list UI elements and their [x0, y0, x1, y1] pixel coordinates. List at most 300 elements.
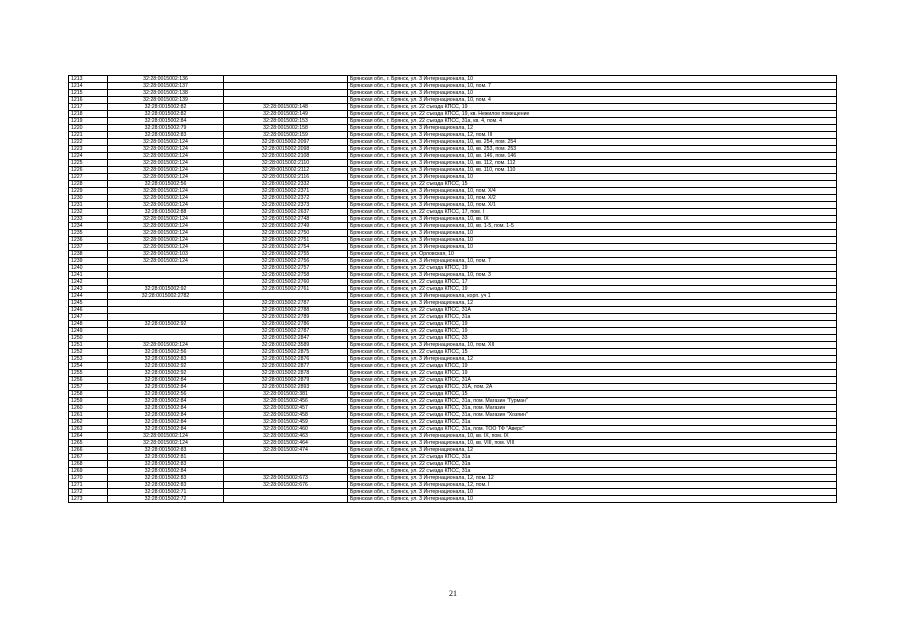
table-row [69, 202, 837, 209]
cadastral-number-cell: 32:28:0015002:83 [108, 461, 224, 468]
linked-cadastral-number-cell: 32:28:0015002:2879 [224, 377, 348, 384]
linked-cadastral-number-cell: 32:28:0015002:2371 [224, 188, 348, 195]
table-row [69, 258, 837, 265]
table-row [69, 475, 837, 482]
cadastral-number-cell: 32:28:0015002:84 [108, 398, 224, 405]
table-row [69, 405, 837, 412]
linked-cadastral-number-cell: 32:28:0015002:2748 [224, 216, 348, 223]
row-number-cell: 1224 [69, 153, 108, 160]
linked-cadastral-number-cell: 32:28:0015002:2751 [224, 237, 348, 244]
cadastral-number-cell: 32:28:0015002:124 [108, 440, 224, 447]
table-row [69, 167, 837, 174]
address-cell: Брянская обл., г. Брянск, ул. 3 Интернационала, 10, пом. 4 [348, 97, 837, 104]
address-cell: Брянская обл., г. Брянск, ул. 22 съезда КПСС, 15 [348, 181, 837, 188]
row-number-cell: 1236 [69, 237, 108, 244]
cadastral-number-cell: 32:28:0015002:124 [108, 433, 224, 440]
address-cell: Брянская обл., г. Брянск, ул. 3 Интернационала, 10 [348, 244, 837, 251]
table-row [69, 125, 837, 132]
address-cell: Брянская обл., г. Брянск, ул. 22 съезда КПСС, 31а, пом. Магазин "Гурман" [348, 398, 837, 405]
address-cell: Брянская обл., г. Брянск, ул. 3 Интернационала, 10, кв. 253, пом. 253 [348, 146, 837, 153]
linked-cadastral-number-cell: 32:28:0015002:2372 [224, 195, 348, 202]
linked-cadastral-number-cell: 32:28:0015002:158 [224, 125, 348, 132]
page-number: 21 [449, 589, 457, 598]
table-row [69, 426, 837, 433]
row-number-cell: 1254 [69, 363, 108, 370]
table-row [69, 251, 837, 258]
linked-cadastral-number-cell: 32:28:0015002:2847 [224, 335, 348, 342]
linked-cadastral-number-cell: 32:28:0015002:2786 [224, 321, 348, 328]
cadastral-number-cell: 32:28:0015002:83 [108, 356, 224, 363]
cadastral-number-cell: 32:28:0015002:56 [108, 391, 224, 398]
row-number-cell: 1218 [69, 111, 108, 118]
linked-cadastral-number-cell: 32:28:0015002:153 [224, 118, 348, 125]
table-row [69, 328, 837, 335]
row-number-cell: 1221 [69, 132, 108, 139]
row-number-cell: 1232 [69, 209, 108, 216]
table-row [69, 447, 837, 454]
linked-cadastral-number-cell: 32:28:0015002:474 [224, 447, 348, 454]
address-cell: Брянская обл., г. Брянск, ул. 3 Интернационала, 10, пом. XII [348, 342, 837, 349]
table-row [69, 363, 837, 370]
row-number-cell: 1272 [69, 489, 108, 496]
table-body [69, 76, 837, 503]
linked-cadastral-number-cell: 32:28:0015002:458 [224, 412, 348, 419]
table-row [69, 153, 837, 160]
linked-cadastral-number-cell: 32:28:0015002:2637 [224, 209, 348, 216]
cadastral-number-cell [108, 265, 224, 272]
address-cell: Брянская обл., г. Брянск, ул. 22 съезда КПСС, 31а [348, 419, 837, 426]
linked-cadastral-number-cell [224, 454, 348, 461]
row-number-cell: 1233 [69, 216, 108, 223]
cadastral-number-cell: 32:28:0015002:82 [108, 111, 224, 118]
cadastral-number-cell: 32:28:0015002:88 [108, 209, 224, 216]
linked-cadastral-number-cell [224, 461, 348, 468]
address-cell: Брянская обл., г. Брянск, ул. 3 Интернационала, 10, кв. VIII, пом. VIII [348, 440, 837, 447]
linked-cadastral-number-cell: 32:28:0015002:464 [224, 440, 348, 447]
cadastral-number-cell: 32:28:0015002:124 [108, 188, 224, 195]
row-number-cell: 1222 [69, 139, 108, 146]
address-cell: Брянская обл., г. Брянск, ул. 3 Интернационала, 10, пом. 7 [348, 258, 837, 265]
table-row [69, 209, 837, 216]
table-row [69, 118, 837, 125]
linked-cadastral-number-cell: 32:28:0015002:456 [224, 398, 348, 405]
cadastral-number-cell: 32:28:0015002:84 [108, 468, 224, 475]
linked-cadastral-number-cell: 32:28:0015002:2877 [224, 363, 348, 370]
cadastral-number-cell: 32:28:0015002:71 [108, 489, 224, 496]
linked-cadastral-number-cell [224, 293, 348, 300]
linked-cadastral-number-cell [224, 90, 348, 97]
address-cell: Брянская обл., г. Брянск, ул. 3 Интернационала, 12, пом. 12 [348, 475, 837, 482]
table-row [69, 132, 837, 139]
linked-cadastral-number-cell: 32:28:0015002:148 [224, 104, 348, 111]
row-number-cell: 1270 [69, 475, 108, 482]
cadastral-number-cell [108, 272, 224, 279]
row-number-cell: 1225 [69, 160, 108, 167]
cadastral-number-cell: 32:28:0015002:124 [108, 146, 224, 153]
address-cell: Брянская обл., г. Брянск, ул. 3 Интернационала, 10, кв. IX, пом. IX [348, 433, 837, 440]
address-cell: Брянская обл., г. Брянск, ул. 22 съезда КПСС, 31а, пом. ТОО ТФ "Аверс" [348, 426, 837, 433]
cadastral-number-cell: 32:28:0015002:124 [108, 230, 224, 237]
cadastral-number-cell: 32:28:0015002:124 [108, 216, 224, 223]
cadastral-number-cell: 32:28:0015002:84 [108, 377, 224, 384]
linked-cadastral-number-cell: 32:28:0015002:2755 [224, 251, 348, 258]
row-number-cell: 1256 [69, 377, 108, 384]
row-number-cell: 1261 [69, 412, 108, 419]
cadastral-number-cell: 32:28:0015002:124 [108, 195, 224, 202]
cadastral-number-cell: 32:28:0015002:81 [108, 454, 224, 461]
address-cell: Брянская обл., г. Брянск, ул. 22 съезда КПСС, 17 [348, 279, 837, 286]
linked-cadastral-number-cell: 32:28:0015002:159 [224, 132, 348, 139]
table-row [69, 335, 837, 342]
linked-cadastral-number-cell: 32:28:0015002:459 [224, 419, 348, 426]
address-cell: Брянская обл., г. Брянск, ул. 22 съезда КПСС, 31а [348, 314, 837, 321]
table-row [69, 195, 837, 202]
cadastral-number-cell: 32:28:0015002:124 [108, 174, 224, 181]
table-row [69, 111, 837, 118]
cadastral-number-cell: 32:28:0015002:124 [108, 153, 224, 160]
linked-cadastral-number-cell: 32:28:0015002:2754 [224, 244, 348, 251]
table-row [69, 139, 837, 146]
address-cell: Брянская обл., г. Брянск, ул. 3 Интернационала, 12 [348, 125, 837, 132]
cadastral-number-cell: 32:28:0015002:83 [108, 132, 224, 139]
address-cell: Брянская обл., г. Брянск, ул. 3 Интернационала, 12 [348, 356, 837, 363]
linked-cadastral-number-cell: 32:28:0015002:2373 [224, 202, 348, 209]
table-row [69, 307, 837, 314]
table-row [69, 377, 837, 384]
row-number-cell: 1253 [69, 356, 108, 363]
linked-cadastral-number-cell: 32:28:0015002:2789 [224, 314, 348, 321]
cadastral-number-cell: 32:28:0015002:139 [108, 97, 224, 104]
row-number-cell: 1257 [69, 384, 108, 391]
row-number-cell: 1251 [69, 342, 108, 349]
table-row [69, 188, 837, 195]
linked-cadastral-number-cell: 32:28:0015002:2787 [224, 300, 348, 307]
cadastral-number-cell [108, 328, 224, 335]
table-row [69, 223, 837, 230]
row-number-cell: 1247 [69, 314, 108, 321]
table-row [69, 104, 837, 111]
table-row [69, 83, 837, 90]
table-row [69, 272, 837, 279]
cadastral-number-cell: 32:28:0015002:84 [108, 419, 224, 426]
address-cell: Брянская обл., г. Брянск, ул. 3 Интернационала, 10, пом. 7 [348, 83, 837, 90]
row-number-cell: 1238 [69, 251, 108, 258]
row-number-cell: 1252 [69, 349, 108, 356]
linked-cadastral-number-cell: 32:28:0015002:676 [224, 482, 348, 489]
address-cell: Брянская обл., г. Брянск, ул. 3 Интернационала, 10, кв. IX [348, 216, 837, 223]
row-number-cell: 1267 [69, 454, 108, 461]
cadastral-number-cell: 32:28:0015002:124 [108, 139, 224, 146]
address-cell: Брянская обл., г. Брянск, ул. 3 Интернационала, 12, пом. III [348, 132, 837, 139]
linked-cadastral-number-cell [224, 76, 348, 83]
linked-cadastral-number-cell: 32:28:0015002:2112 [224, 167, 348, 174]
row-number-cell: 1227 [69, 174, 108, 181]
linked-cadastral-number-cell: 32:28:0015002:2878 [224, 370, 348, 377]
row-number-cell: 1223 [69, 146, 108, 153]
address-cell: Брянская обл., г. Брянск, ул. 3 Интернационала, 10, пом. 3 [348, 272, 837, 279]
address-cell: Брянская обл., г. Брянск, ул. 3 Интернационала, корп. уч 1 [348, 293, 837, 300]
table-row [69, 230, 837, 237]
address-cell: Брянская обл., г. Брянск, ул. 3 Интернационала, 10, кв. 110, пом. 110 [348, 167, 837, 174]
linked-cadastral-number-cell: 32:28:0015002:460 [224, 426, 348, 433]
row-number-cell: 1255 [69, 370, 108, 377]
address-cell: Брянская обл., г. Брянск, ул. 3 Интернационала, 10, пом. Х/4 [348, 188, 837, 195]
table-row [69, 482, 837, 489]
row-number-cell: 1242 [69, 279, 108, 286]
cadastral-number-cell: 32:28:0015002:92 [108, 286, 224, 293]
table-row [69, 398, 837, 405]
linked-cadastral-number-cell [224, 489, 348, 496]
row-number-cell: 1231 [69, 202, 108, 209]
row-number-cell: 1241 [69, 272, 108, 279]
cadastral-number-cell: 32:28:0015002:124 [108, 160, 224, 167]
cadastral-number-cell: 32:28:0015002:84 [108, 405, 224, 412]
cadastral-number-cell: 32:28:0015002:138 [108, 90, 224, 97]
table-row [69, 412, 837, 419]
address-cell: Брянская обл., г. Брянск, ул. 22 съезда КПСС, 31а, кв. 4, пом. 4 [348, 118, 837, 125]
linked-cadastral-number-cell: 32:28:0015002:2788 [224, 307, 348, 314]
registry-table [68, 75, 837, 503]
cadastral-number-cell: 32:28:0015002:124 [108, 244, 224, 251]
address-cell: Брянская обл., г. Брянск, ул. 22 съезда КПСС, 15 [348, 391, 837, 398]
table-row [69, 391, 837, 398]
address-cell: Брянская обл., г. Брянск, ул. 22 съезда КПСС, 19 [348, 321, 837, 328]
row-number-cell: 1244 [69, 293, 108, 300]
row-number-cell: 1237 [69, 244, 108, 251]
row-number-cell: 1273 [69, 496, 108, 503]
address-cell: Брянская обл., г. Брянск, ул. 3 Интернационала, 10, кв. 1-5, пом. 1-5 [348, 223, 837, 230]
row-number-cell: 1250 [69, 335, 108, 342]
table-row [69, 76, 837, 83]
table-row [69, 321, 837, 328]
address-cell: Брянская обл., г. Брянск, ул. 3 Интернационала, 10, кв. 146, пом. 146 [348, 153, 837, 160]
table-row [69, 496, 837, 503]
table-row [69, 419, 837, 426]
cadastral-number-cell: 32:28:0015002:124 [108, 258, 224, 265]
cadastral-number-cell: 32:28:0015002:83 [108, 482, 224, 489]
address-cell: Брянская обл., г. Брянск, ул. 22 съезда КПСС, 31а [348, 468, 837, 475]
table-row [69, 279, 837, 286]
linked-cadastral-number-cell: 32:28:0015002:2116 [224, 174, 348, 181]
table-row [69, 97, 837, 104]
cadastral-number-cell [108, 279, 224, 286]
row-number-cell: 1245 [69, 300, 108, 307]
address-cell: Брянская обл., г. Брянск, ул. 22 съезда КПСС, 19, кв. Нежилое помещение [348, 111, 837, 118]
linked-cadastral-number-cell: 32:28:0015002:2757 [224, 265, 348, 272]
linked-cadastral-number-cell: 32:28:0015002:3589 [224, 342, 348, 349]
cadastral-number-cell [108, 307, 224, 314]
row-number-cell: 1215 [69, 90, 108, 97]
address-cell: Брянская обл., г. Брянск, ул. 3 Интернационала, 10 [348, 230, 837, 237]
row-number-cell: 1234 [69, 223, 108, 230]
address-cell: Брянская обл., г. Брянск, ул. 22 съезда КПСС, 31а, пом. Магазин [348, 405, 837, 412]
address-cell: Брянская обл., г. Брянск, ул. 3 Интернационала, 10, кв. 112, пом. 112 [348, 160, 837, 167]
cadastral-number-cell: 32:28:0015002:84 [108, 384, 224, 391]
cadastral-number-cell: 32:28:0015002:82 [108, 104, 224, 111]
row-number-cell: 1249 [69, 328, 108, 335]
table-row [69, 370, 837, 377]
row-number-cell: 1240 [69, 265, 108, 272]
row-number-cell: 1239 [69, 258, 108, 265]
row-number-cell: 1216 [69, 97, 108, 104]
row-number-cell: 1264 [69, 433, 108, 440]
table-row [69, 174, 837, 181]
table-row [69, 90, 837, 97]
linked-cadastral-number-cell: 32:28:0015002:149 [224, 111, 348, 118]
cadastral-number-cell: 32:28:0015002:124 [108, 223, 224, 230]
linked-cadastral-number-cell: 32:28:0015002:2758 [224, 272, 348, 279]
address-cell: Брянская обл., г. Брянск, ул. 22 съезда КПСС, 19 [348, 328, 837, 335]
address-cell: Брянская обл., г. Брянск, ул. 22 съезда КПСС, 19 [348, 370, 837, 377]
table-row [69, 468, 837, 475]
linked-cadastral-number-cell: 32:28:0015002:381 [224, 391, 348, 398]
table-row [69, 454, 837, 461]
cadastral-number-cell: 32:28:0015002:124 [108, 202, 224, 209]
linked-cadastral-number-cell: 32:28:0015002:463 [224, 433, 348, 440]
linked-cadastral-number-cell: 32:28:0015002:673 [224, 475, 348, 482]
address-cell: Брянская обл., г. Брянск, ул. 22 съезда КПСС, 31а [348, 461, 837, 468]
table-row [69, 300, 837, 307]
address-cell: Брянская обл., г. Брянск, ул. 3 Интернационала, 12 [348, 447, 837, 454]
linked-cadastral-number-cell: 32:28:0015002:2893 [224, 384, 348, 391]
address-cell: Брянская обл., г. Брянск, ул. 3 Интернационала, 10, пом. Х/1 [348, 202, 837, 209]
address-cell: Брянская обл., г. Брянск, ул. 22 съезда КПСС, 17, пом. I [348, 209, 837, 216]
linked-cadastral-number-cell [224, 83, 348, 90]
table-row [69, 342, 837, 349]
address-cell: Брянская обл., г. Брянск, ул. 22 съезда КПСС, 15 [348, 349, 837, 356]
cadastral-number-cell: 32:28:0015002:56 [108, 349, 224, 356]
table-row [69, 489, 837, 496]
address-cell: Брянская обл., г. Брянск, ул. Орловская, 10 [348, 251, 837, 258]
row-number-cell: 1259 [69, 398, 108, 405]
address-cell: Брянская обл., г. Брянск, ул. 22 съезда КПСС, 31а [348, 454, 837, 461]
table-row [69, 286, 837, 293]
address-cell: Брянская обл., г. Брянск, ул. 3 Интернационала, 10, кв. 254, пом. 254 [348, 139, 837, 146]
address-cell: Брянская обл., г. Брянск, ул. 3 Интернационала, 10 [348, 174, 837, 181]
row-number-cell: 1269 [69, 468, 108, 475]
table-row [69, 384, 837, 391]
table-row [69, 160, 837, 167]
address-cell: Брянская обл., г. Брянск, ул. 22 съезда КПСС, 19 [348, 363, 837, 370]
linked-cadastral-number-cell: 32:28:0015002:2787 [224, 328, 348, 335]
cadastral-number-cell: 32:28:0015002:83 [108, 447, 224, 454]
cadastral-number-cell: 32:28:0015002:136 [108, 76, 224, 83]
linked-cadastral-number-cell: 32:28:0015002:2756 [224, 258, 348, 265]
cadastral-number-cell [108, 335, 224, 342]
row-number-cell: 1258 [69, 391, 108, 398]
row-number-cell: 1235 [69, 230, 108, 237]
table-row [69, 314, 837, 321]
cadastral-number-cell: 32:28:0015002:124 [108, 342, 224, 349]
cadastral-number-cell: 32:28:0015002:92 [108, 321, 224, 328]
row-number-cell: 1246 [69, 307, 108, 314]
row-number-cell: 1220 [69, 125, 108, 132]
address-cell: Брянская обл., г. Брянск, ул. 3 Интернационала, 10 [348, 90, 837, 97]
row-number-cell: 1243 [69, 286, 108, 293]
linked-cadastral-number-cell: 32:28:0015002:2110 [224, 160, 348, 167]
address-cell: Брянская обл., г. Брянск, ул. 22 съезда КПСС, 19 [348, 104, 837, 111]
address-cell: Брянская обл., г. Брянск, ул. 3 Интернационала, 12, пом. I [348, 482, 837, 489]
cadastral-number-cell: 32:28:0015002:72 [108, 496, 224, 503]
linked-cadastral-number-cell: 32:28:0015002:2098 [224, 146, 348, 153]
table-row [69, 146, 837, 153]
row-number-cell: 1260 [69, 405, 108, 412]
cadastral-number-cell: 32:28:0015002:83 [108, 475, 224, 482]
row-number-cell: 1219 [69, 118, 108, 125]
address-cell: Брянская обл., г. Брянск, ул. 22 съезда КПСС, 31а, пом. Магазин "Хозяин" [348, 412, 837, 419]
row-number-cell: 1230 [69, 195, 108, 202]
linked-cadastral-number-cell: 32:28:0015002:2097 [224, 139, 348, 146]
address-cell: Брянская обл., г. Брянск, ул. 22 съезда КПСС, 31А [348, 377, 837, 384]
row-number-cell: 1228 [69, 181, 108, 188]
cadastral-number-cell: 32:28:0015002:137 [108, 83, 224, 90]
table-row [69, 440, 837, 447]
row-number-cell: 1263 [69, 426, 108, 433]
table-row [69, 293, 837, 300]
linked-cadastral-number-cell: 32:28:0015002:2760 [224, 279, 348, 286]
address-cell: Брянская обл., г. Брянск, ул. 3 Интернационала, 10 [348, 76, 837, 83]
cadastral-number-cell: 32:28:0015002:92 [108, 370, 224, 377]
table-row [69, 216, 837, 223]
linked-cadastral-number-cell [224, 496, 348, 503]
cadastral-number-cell: 32:28:0015002:84 [108, 118, 224, 125]
row-number-cell: 1217 [69, 104, 108, 111]
table-row [69, 265, 837, 272]
cadastral-number-cell [108, 314, 224, 321]
linked-cadastral-number-cell: 32:28:0015002:2750 [224, 230, 348, 237]
table-row [69, 237, 837, 244]
row-number-cell: 1268 [69, 461, 108, 468]
address-cell: Брянская обл., г. Брянск, ул. 22 съезда КПСС, 33 [348, 335, 837, 342]
cadastral-number-cell: 32:28:0015002:103 [108, 251, 224, 258]
linked-cadastral-number-cell: 32:28:0015002:2332 [224, 181, 348, 188]
table-row [69, 461, 837, 468]
cadastral-number-cell: 32:28:0015002:2782 [108, 293, 224, 300]
table-row [69, 433, 837, 440]
cadastral-number-cell: 32:28:0015002:84 [108, 426, 224, 433]
linked-cadastral-number-cell: 32:28:0015002:457 [224, 405, 348, 412]
linked-cadastral-number-cell: 32:28:0015002:2749 [224, 223, 348, 230]
row-number-cell: 1271 [69, 482, 108, 489]
linked-cadastral-number-cell: 32:28:0015002:2875 [224, 349, 348, 356]
row-number-cell: 1213 [69, 76, 108, 83]
address-cell: Брянская обл., г. Брянск, ул. 3 Интернационала, 10 [348, 496, 837, 503]
table-row [69, 244, 837, 251]
linked-cadastral-number-cell: 32:28:0015002:2761 [224, 286, 348, 293]
address-cell: Брянская обл., г. Брянск, ул. 22 съезда КПСС, 19 [348, 265, 837, 272]
cadastral-number-cell: 32:28:0015002:56 [108, 181, 224, 188]
address-cell: Брянская обл., г. Брянск, ул. 22 съезда КПСС, 31А [348, 307, 837, 314]
linked-cadastral-number-cell [224, 468, 348, 475]
cadastral-number-cell [108, 300, 224, 307]
table-row [69, 181, 837, 188]
linked-cadastral-number-cell [224, 97, 348, 104]
cadastral-number-cell: 32:28:0015002:92 [108, 363, 224, 370]
cadastral-number-cell: 32:28:0015002:124 [108, 167, 224, 174]
row-number-cell: 1262 [69, 419, 108, 426]
row-number-cell: 1229 [69, 188, 108, 195]
table-row [69, 356, 837, 363]
row-number-cell: 1214 [69, 83, 108, 90]
address-cell: Брянская обл., г. Брянск, ул. 22 съезда КПСС, 19 [348, 286, 837, 293]
cadastral-number-cell: 32:28:0015002:124 [108, 237, 224, 244]
linked-cadastral-number-cell: 32:28:0015002:2876 [224, 356, 348, 363]
cadastral-number-cell: 32:28:0015002:84 [108, 412, 224, 419]
address-cell: Брянская обл., г. Брянск, ул. 3 Интернационала, 12 [348, 300, 837, 307]
address-cell: Брянская обл., г. Брянск, ул. 3 Интернационала, 10, пом. Х/2 [348, 195, 837, 202]
address-cell: Брянская обл., г. Брянск, ул. 3 Интернационала, 10 [348, 237, 837, 244]
table-row [69, 349, 837, 356]
